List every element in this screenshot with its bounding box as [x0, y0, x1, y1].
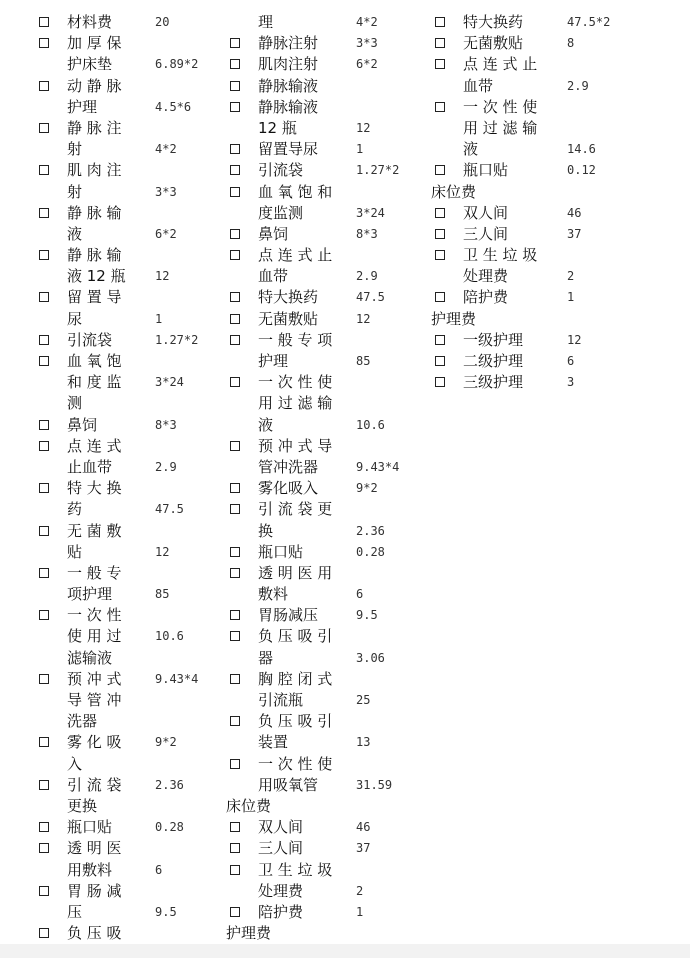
item-checkbox[interactable]: [39, 737, 49, 747]
item-checkbox[interactable]: [230, 716, 240, 726]
item-price: 6: [356, 587, 364, 602]
item-label: 预 冲 式: [67, 669, 122, 688]
item-price: 12: [155, 269, 170, 284]
item-label: 入: [67, 754, 83, 773]
item-checkbox[interactable]: [435, 102, 445, 112]
item-checkbox[interactable]: [230, 229, 240, 239]
item-price: 3*24: [155, 375, 184, 390]
item-price: 8: [567, 36, 575, 51]
item-checkbox[interactable]: [230, 568, 240, 578]
item-price: 0.28: [356, 544, 385, 559]
item-label: 贴: [67, 542, 83, 561]
item-label: 特大换药: [258, 288, 319, 307]
item-label: 留置导尿: [258, 140, 319, 159]
item-checkbox[interactable]: [230, 377, 240, 387]
item-label: 血 氧 饱 和: [258, 182, 333, 201]
item-label: 无 菌 敷: [67, 521, 122, 540]
item-label: 液: [67, 224, 83, 243]
item-label: 静 脉 注: [67, 118, 122, 137]
item-label: 肌肉注射: [258, 55, 319, 74]
item-checkbox[interactable]: [435, 356, 445, 366]
item-price: 4.5*6: [155, 99, 192, 114]
item-checkbox[interactable]: [435, 229, 445, 239]
item-price: 2.9: [567, 78, 589, 93]
item-label: 用吸氧管: [258, 775, 319, 794]
item-checkbox[interactable]: [435, 377, 445, 387]
item-checkbox[interactable]: [230, 631, 240, 641]
item-label: 管冲洗器: [258, 457, 319, 476]
item-price: 46: [567, 205, 582, 220]
item-checkbox[interactable]: [435, 59, 445, 69]
item-label: 陪护费: [258, 902, 304, 921]
item-label: 静 脉 输: [67, 203, 122, 222]
item-label: 用 过 滤 输: [463, 118, 538, 137]
item-price: 12: [155, 544, 170, 559]
item-checkbox[interactable]: [230, 102, 240, 112]
item-label: 护理: [67, 97, 98, 116]
item-price: 1: [356, 142, 364, 157]
item-label: 用敷料: [67, 860, 113, 879]
item-label: 点 连 式 止: [258, 246, 333, 265]
item-label: 一级护理: [463, 330, 524, 349]
item-label: 瓶口贴: [258, 542, 304, 561]
item-checkbox[interactable]: [39, 292, 49, 302]
item-checkbox[interactable]: [230, 759, 240, 769]
item-label: 引流瓶: [258, 691, 304, 709]
item-label: 卫 生 垃 圾: [463, 246, 538, 265]
item-checkbox[interactable]: [39, 822, 49, 832]
item-price: 2.9: [155, 459, 177, 474]
item-price: 46: [356, 820, 371, 835]
item-label: 止血带: [67, 457, 113, 476]
item-price: 47.5: [155, 502, 184, 517]
item-price: 3: [567, 375, 575, 390]
item-checkbox[interactable]: [39, 17, 49, 27]
item-label: 卫 生 垃 圾: [258, 860, 333, 879]
item-checkbox[interactable]: [435, 38, 445, 48]
item-label: 引 流 袋 更: [258, 500, 333, 519]
item-checkbox[interactable]: [230, 674, 240, 684]
item-checkbox[interactable]: [230, 822, 240, 832]
item-label: 特大换药: [463, 13, 524, 31]
item-label: 胸 腔 闭 式: [258, 669, 333, 688]
item-checkbox[interactable]: [230, 59, 240, 69]
item-price: 1: [155, 311, 163, 326]
item-label: 加 厚 保: [67, 34, 122, 53]
item-checkbox[interactable]: [39, 886, 49, 896]
item-price: 0.28: [155, 820, 184, 835]
item-label: 一 般 专: [67, 563, 122, 582]
section-header-label: 护理费: [431, 309, 477, 328]
item-label: 一 次 性 使: [258, 754, 333, 773]
item-label: 二级护理: [463, 352, 524, 370]
item-price: 9.5: [356, 608, 378, 623]
item-price: 9.43*4: [155, 671, 199, 686]
item-label: 处理费: [258, 881, 304, 900]
item-price: 47.5: [356, 290, 385, 305]
item-checkbox[interactable]: [230, 504, 240, 514]
item-price: 3*3: [356, 36, 378, 51]
item-checkbox[interactable]: [435, 250, 445, 260]
item-checkbox[interactable]: [230, 81, 240, 91]
item-label: 换: [258, 521, 274, 540]
item-label: 静脉输液: [258, 76, 319, 95]
item-checkbox[interactable]: [435, 208, 445, 218]
item-label: 无菌敷贴: [258, 309, 319, 328]
item-price: 1.27*2: [155, 332, 199, 347]
item-checkbox[interactable]: [39, 928, 49, 938]
item-checkbox[interactable]: [230, 843, 240, 853]
item-label: 引流袋: [258, 161, 304, 180]
item-price: 6*2: [356, 57, 378, 72]
item-price: 9.43*4: [356, 459, 400, 474]
item-label: 负 压 吸 引: [258, 627, 333, 646]
item-label: 无菌敷贴: [463, 34, 524, 53]
item-label: 瓶口贴: [67, 818, 113, 837]
item-label: 血 氧 饱: [67, 352, 122, 370]
item-checkbox[interactable]: [230, 483, 240, 493]
item-checkbox[interactable]: [230, 335, 240, 345]
item-checkbox[interactable]: [39, 674, 49, 684]
item-price: 47.5*2: [567, 15, 611, 29]
item-label: 项护理: [67, 585, 113, 604]
item-label: 血带: [463, 76, 494, 95]
item-checkbox[interactable]: [39, 165, 49, 175]
item-label: 胃 肠 减: [67, 881, 122, 900]
item-checkbox[interactable]: [230, 292, 240, 302]
item-label: 特 大 换: [67, 479, 122, 498]
item-price: 4*2: [356, 15, 378, 29]
item-label: 肌 肉 注: [67, 161, 122, 180]
item-checkbox[interactable]: [230, 547, 240, 557]
item-price: 37: [356, 841, 371, 856]
item-price: 1: [567, 290, 575, 305]
item-label: 更换: [67, 796, 98, 815]
item-label: 使 用 过: [67, 627, 122, 646]
item-checkbox[interactable]: [39, 250, 49, 260]
item-label: 压: [67, 902, 83, 921]
item-label: 陪护费: [463, 288, 509, 307]
item-checkbox[interactable]: [39, 123, 49, 133]
item-label: 导 管 冲: [67, 691, 122, 709]
item-label: 液 12 瓶: [67, 267, 126, 286]
item-label: 和 度 监: [67, 373, 122, 392]
item-price: 2: [567, 269, 575, 284]
item-checkbox[interactable]: [230, 38, 240, 48]
item-label: 滤输液: [67, 648, 113, 667]
item-label: 点 连 式 止: [463, 55, 538, 74]
item-checkbox[interactable]: [39, 780, 49, 790]
item-checkbox[interactable]: [230, 250, 240, 260]
item-price: 85: [356, 354, 371, 368]
item-checkbox[interactable]: [230, 610, 240, 620]
item-label: 测: [67, 394, 83, 413]
item-price: 37: [567, 226, 582, 241]
item-checkbox[interactable]: [435, 292, 445, 302]
item-label: 血带: [258, 267, 289, 286]
page-bottom-band: [0, 944, 690, 958]
item-checkbox[interactable]: [39, 420, 49, 430]
item-price: 2: [356, 883, 364, 898]
item-label: 12 瓶: [258, 118, 297, 137]
item-checkbox[interactable]: [39, 568, 49, 578]
item-price: 12: [356, 120, 371, 135]
item-checkbox[interactable]: [39, 38, 49, 48]
item-checkbox[interactable]: [230, 165, 240, 175]
item-label: 一 次 性 使: [463, 97, 538, 116]
item-price: 3*24: [356, 205, 385, 220]
item-label: 留 置 导: [67, 288, 122, 307]
item-price: 2.9: [356, 269, 378, 284]
item-price: 1.27*2: [356, 163, 400, 178]
item-price: 6.89*2: [155, 57, 199, 72]
item-checkbox[interactable]: [39, 483, 49, 493]
item-label: 引 流 袋: [67, 775, 122, 794]
item-checkbox[interactable]: [39, 356, 49, 366]
item-checkbox[interactable]: [435, 17, 445, 27]
item-label: 透 明 医 用: [258, 563, 333, 582]
item-price: 12: [567, 332, 582, 347]
item-price: 2.36: [155, 777, 184, 792]
item-label: 鼻饲: [258, 224, 289, 243]
item-label: 药: [67, 500, 83, 519]
item-label: 负 压 吸 引: [258, 712, 333, 731]
item-price: 3.06: [356, 650, 385, 665]
item-checkbox[interactable]: [435, 165, 445, 175]
item-label: 用 过 滤 输: [258, 394, 333, 413]
item-label: 透 明 医: [67, 839, 122, 858]
item-label: 胃肠减压: [258, 606, 319, 625]
item-checkbox[interactable]: [230, 187, 240, 197]
item-checkbox[interactable]: [230, 907, 240, 917]
item-label: 液: [463, 140, 479, 159]
item-label: 处理费: [463, 267, 509, 286]
item-checkbox[interactable]: [39, 441, 49, 451]
item-price: 14.6: [567, 142, 596, 157]
item-checkbox[interactable]: [39, 610, 49, 620]
item-label: 三人间: [258, 839, 304, 858]
item-label: 护床垫: [67, 55, 113, 74]
item-label: 敷料: [258, 585, 289, 604]
item-price: 25: [356, 693, 371, 707]
item-checkbox[interactable]: [230, 441, 240, 451]
item-label: 静脉注射: [258, 34, 319, 53]
item-label: 三级护理: [463, 373, 524, 392]
item-checkbox[interactable]: [39, 526, 49, 536]
item-label: 瓶口贴: [463, 161, 509, 180]
item-label: 尿: [67, 309, 83, 328]
item-label: 预 冲 式 导: [258, 436, 333, 455]
item-label: 双人间: [258, 818, 304, 837]
item-price: 4*2: [155, 142, 177, 157]
item-price: 3*3: [155, 184, 177, 199]
item-label: 一 般 专 项: [258, 330, 333, 349]
item-label: 雾 化 吸: [67, 733, 122, 752]
item-label: 装置: [258, 733, 289, 752]
item-price: 10.6: [155, 629, 184, 644]
item-price: 6: [155, 862, 163, 877]
item-price: 2.36: [356, 523, 385, 538]
item-label: 理: [258, 13, 274, 31]
item-label: 双人间: [463, 203, 509, 222]
item-label: 三人间: [463, 224, 509, 243]
item-price: 13: [356, 735, 371, 750]
item-price: 8*3: [155, 417, 177, 432]
item-price: 0.12: [567, 163, 596, 178]
item-label: 点 连 式: [67, 436, 122, 455]
item-price: 9*2: [155, 735, 177, 750]
item-checkbox[interactable]: [230, 144, 240, 154]
item-label: 射: [67, 140, 83, 159]
item-label: 洗器: [67, 712, 98, 731]
item-label: 护理: [258, 352, 289, 370]
item-label: 材料费: [67, 13, 113, 31]
item-price: 8*3: [356, 226, 378, 241]
section-header-label: 床位费: [226, 796, 272, 815]
item-price: 6: [567, 354, 575, 368]
item-price: 6*2: [155, 226, 177, 241]
item-checkbox[interactable]: [435, 335, 445, 345]
item-label: 静脉输液: [258, 97, 319, 116]
item-label: 液: [258, 415, 274, 434]
item-price: 85: [155, 587, 170, 602]
item-label: 一 次 性: [67, 606, 122, 625]
item-checkbox[interactable]: [39, 81, 49, 91]
item-price: 10.6: [356, 417, 385, 432]
item-price: 31.59: [356, 777, 393, 792]
item-checkbox[interactable]: [230, 865, 240, 875]
item-label: 鼻饲: [67, 415, 98, 434]
item-price: 9*2: [356, 481, 378, 496]
item-price: 1: [356, 904, 364, 919]
item-price: 9.5: [155, 904, 177, 919]
item-label: 引流袋: [67, 330, 113, 349]
item-label: 负 压 吸: [67, 924, 122, 943]
item-checkbox[interactable]: [39, 335, 49, 345]
item-checkbox[interactable]: [39, 843, 49, 853]
item-label: 雾化吸入: [258, 479, 319, 498]
item-label: 度监测: [258, 203, 304, 222]
item-checkbox[interactable]: [39, 208, 49, 218]
section-header-label: 护理费: [226, 924, 272, 943]
item-price: 20: [155, 15, 170, 29]
item-price: 12: [356, 311, 371, 326]
item-checkbox[interactable]: [230, 314, 240, 324]
item-label: 静 脉 输: [67, 246, 122, 265]
section-header-label: 床位费: [431, 182, 477, 201]
item-label: 器: [258, 648, 274, 667]
item-label: 动 静 脉: [67, 76, 122, 95]
item-label: 一 次 性 使: [258, 373, 333, 392]
item-label: 射: [67, 182, 83, 201]
